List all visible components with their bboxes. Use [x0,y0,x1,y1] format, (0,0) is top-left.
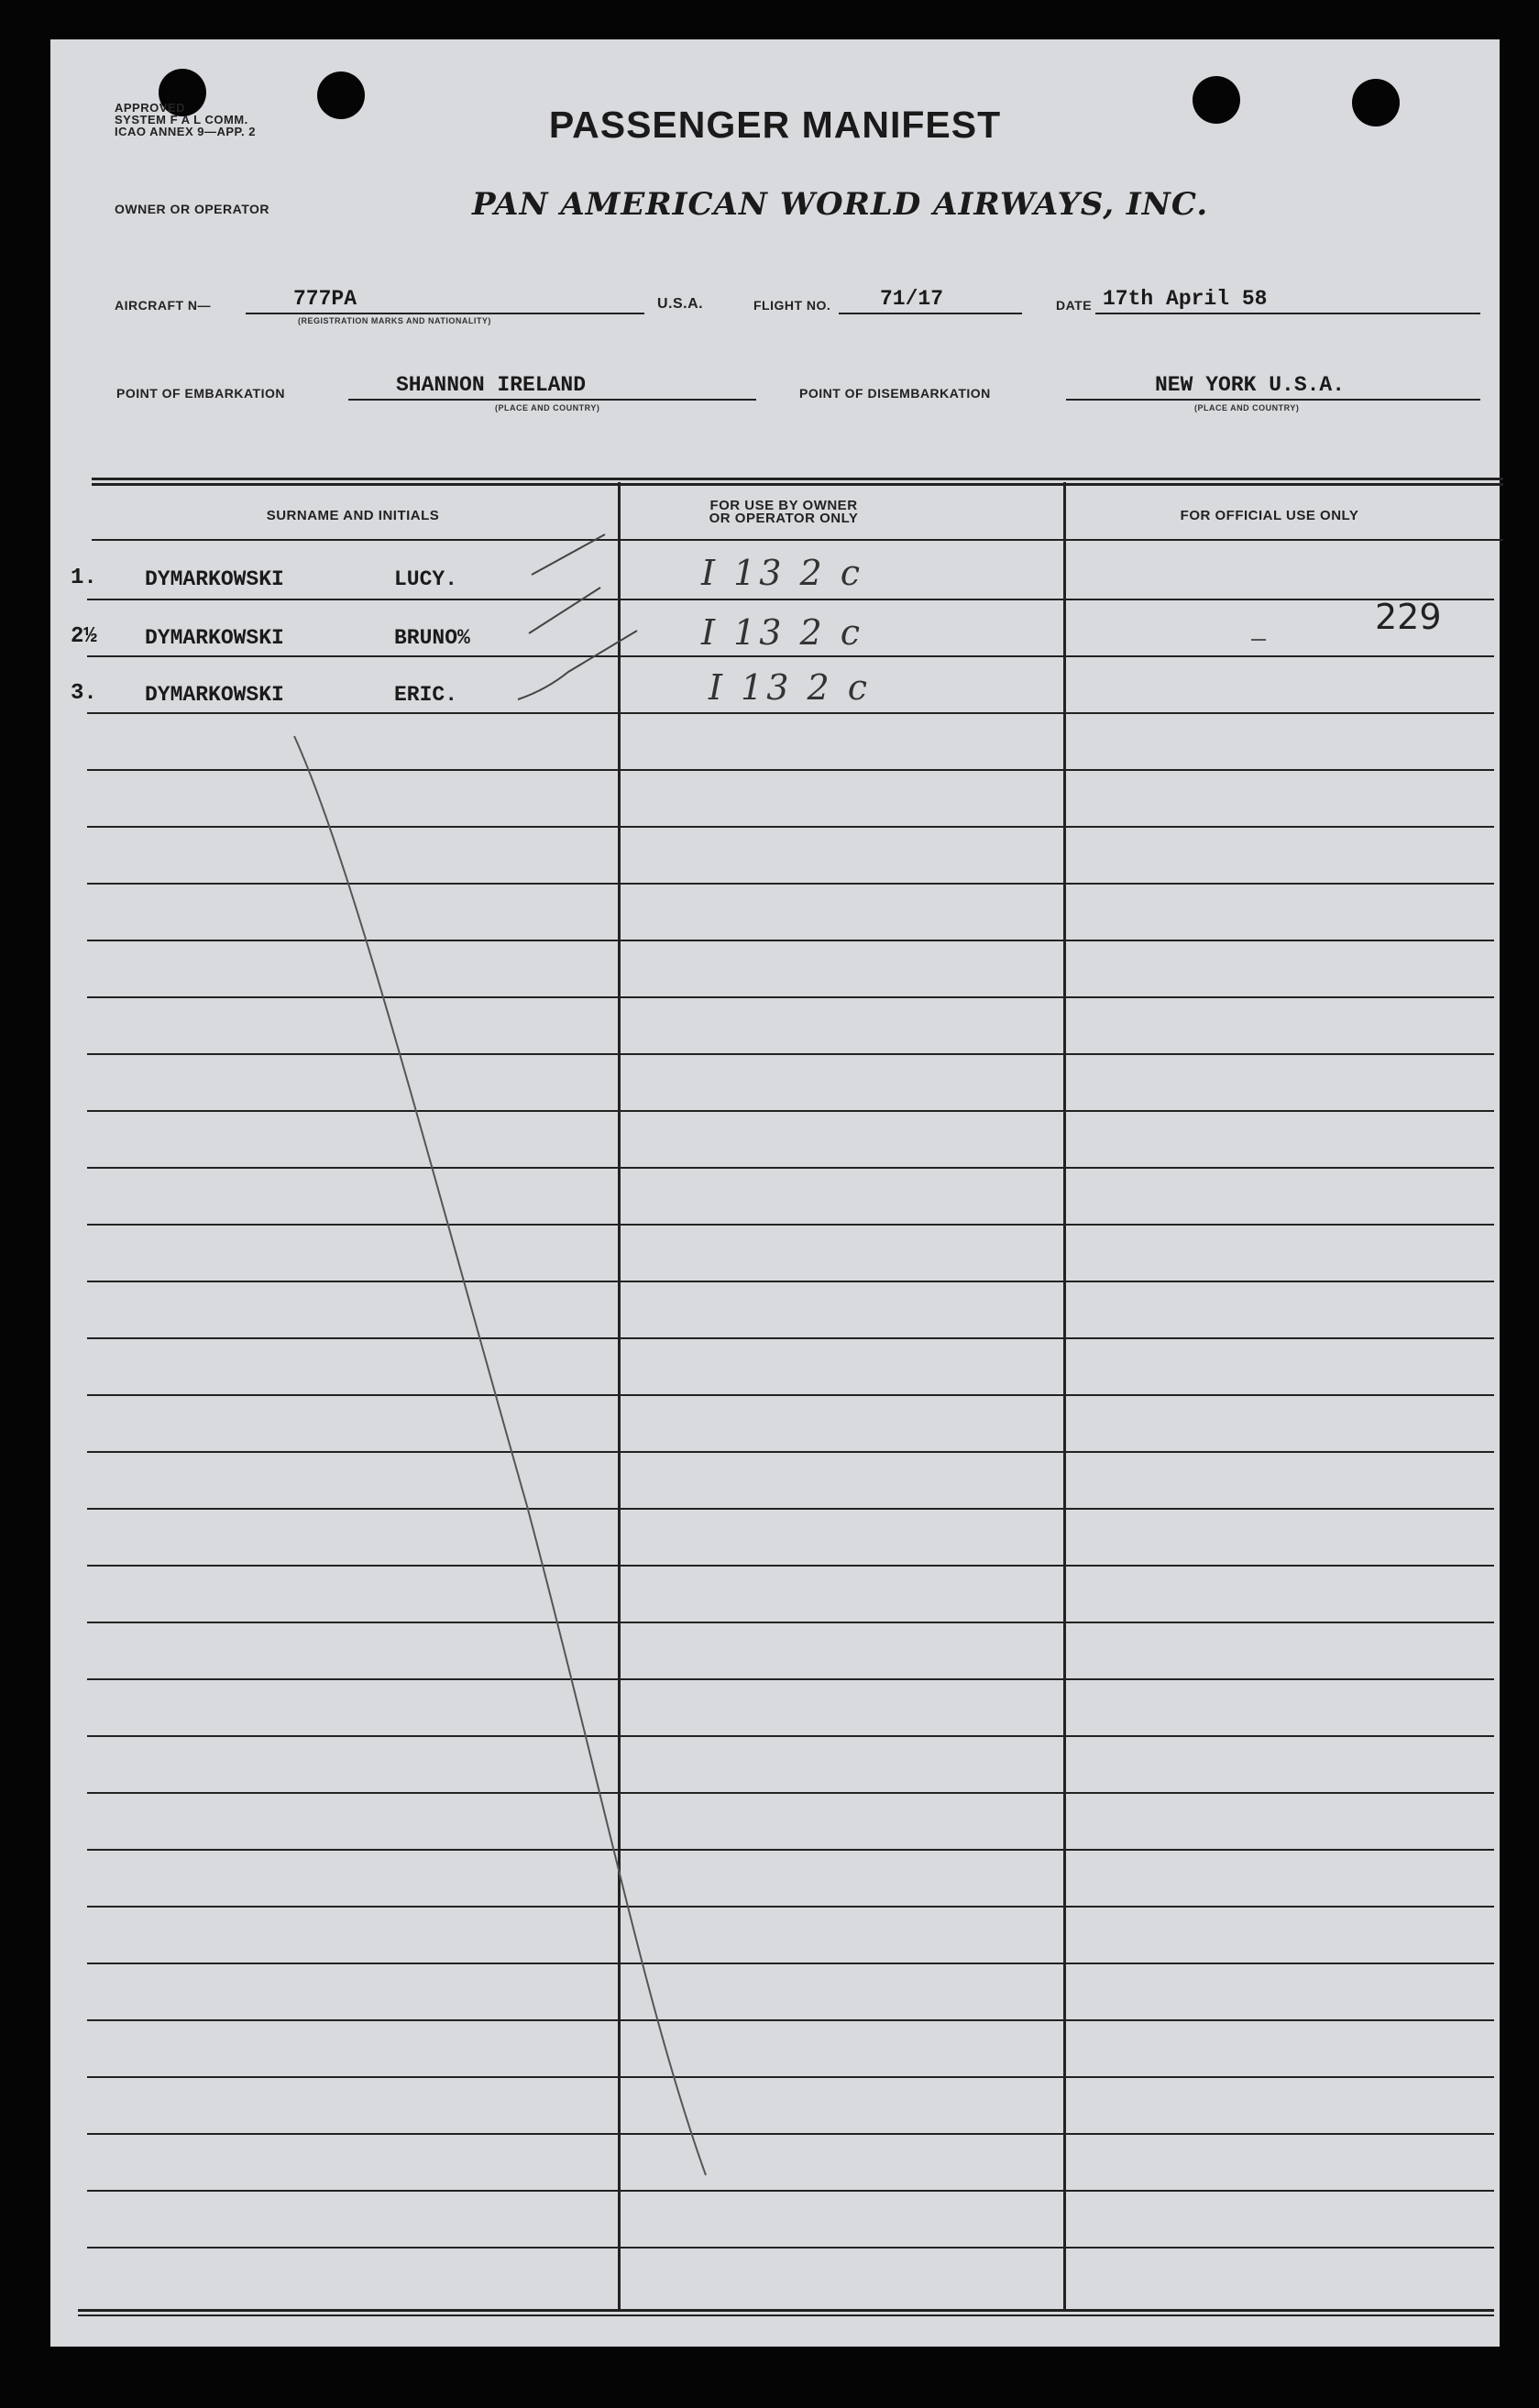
registration-caption: (REGISTRATION MARKS AND NATIONALITY) [298,316,491,325]
owner-label: OWNER OR OPERATOR [115,202,269,216]
disembarkation-value: NEW YORK U.S.A. [1155,373,1346,397]
approval-line: ICAO ANNEX 9—APP. 2 [115,125,256,138]
column-header-owner-line: FOR USE BY OWNER [709,498,858,513]
embarkation-caption: (PLACE AND COUNTRY) [495,403,600,412]
passenger-surname: DYMARKOWSKI [145,626,284,650]
row-number: 3. [71,681,97,706]
row-number: 2½ [71,624,97,649]
nationality-label: U.S.A. [657,296,704,312]
date-value: 17th April 58 [1103,287,1268,311]
column-header-name: SURNAME AND INITIALS [266,508,440,523]
disembarkation-caption: (PLACE AND COUNTRY) [1194,403,1300,412]
column-header-owner-line: OR OPERATOR ONLY [709,511,859,526]
pencil-marks [50,39,1500,2347]
embarkation-value: SHANNON IRELAND [396,373,587,397]
date-label: DATE [1056,298,1093,313]
disembarkation-label: POINT OF DISEMBARKATION [799,386,991,401]
page-title: PASSENGER MANIFEST [548,104,1002,146]
column-header-official: FOR OFFICIAL USE ONLY [1180,508,1359,523]
approval-line: APPROVED [115,101,185,115]
owner-note: I 13 2 c [701,553,864,593]
passenger-given-name: BRUNO% [394,626,470,650]
passenger-surname: DYMARKOWSKI [145,567,284,591]
row-number: 1. [71,566,97,590]
flight-number: 71/17 [880,287,944,311]
passenger-surname: DYMARKOWSKI [145,683,284,707]
approval-line: SYSTEM F A L COMM. [115,113,248,126]
passenger-given-name: LUCY. [394,567,458,591]
passenger-given-name: ERIC. [394,683,458,707]
table-bottom-rule [78,2315,1494,2316]
official-entry: 229 [1375,597,1442,637]
owner-note: I 13 2 c [709,667,872,708]
operator-name: PAN AMERICAN WORLD AIRWAYS, INC. [472,186,1209,223]
owner-note: I 13 2 c [701,612,864,653]
embarkation-label: POINT OF EMBARKATION [116,386,285,401]
manifest-page [50,39,1500,2347]
table-bottom-rule [78,2309,1494,2312]
flight-label: FLIGHT NO. [753,298,831,313]
aircraft-value: 777PA [293,287,357,311]
aircraft-label: AIRCRAFT N— [115,298,212,313]
